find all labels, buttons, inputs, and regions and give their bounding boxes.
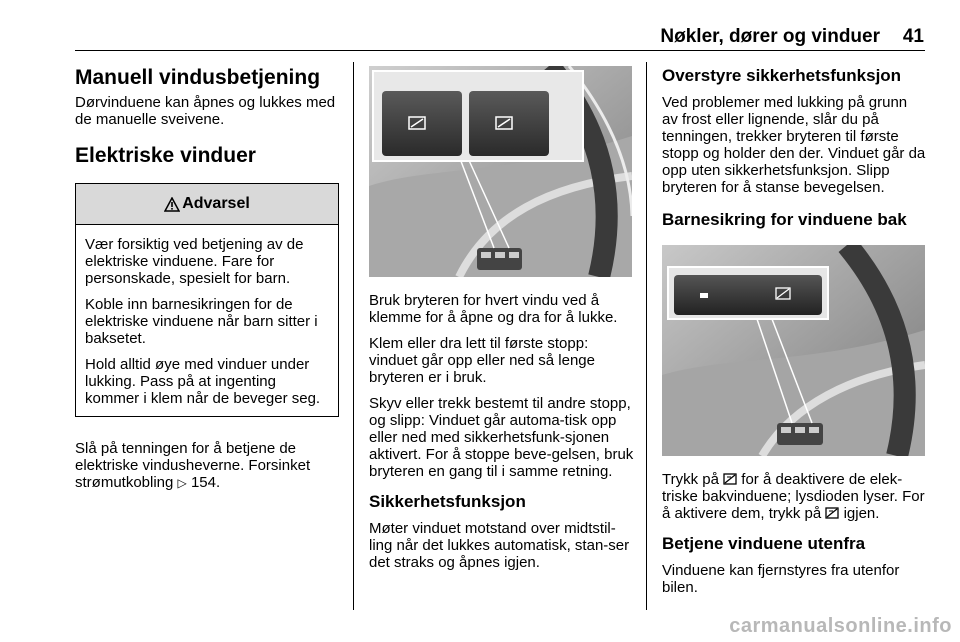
warning-paragraph-3: Hold alltid øye med vinduer under lukking. Pass på at ingenting kommer i klem når de beveger seg. [85,356,321,407]
column-3-lower [662,471,932,605]
column-3 [662,66,927,230]
col2-paragraph-safety: Møter vinduet motstand over midtstil-ling når det lukkes automatisk, stan-ser det straks og åpnes igjen. [369,520,630,571]
ignition-text: Slå på tenningen for å betjene de elektriske vindusheverne. Forsinket strømutkobling [75,440,311,491]
window-switch-photo [369,66,632,277]
heading-manual-windows: Manuell vindusbetjening [75,66,321,89]
child-lock-icon [723,473,737,485]
heading-electric-windows: Elektriske vinduer [75,144,256,167]
child-lock-photo [662,245,925,456]
col2-paragraph-2: Klem eller dra lett til første stopp: vinduet går opp eller ned så lenge bryteren er i bruk. [369,335,595,386]
ignition-page-ref[interactable]: 154. [190,474,221,491]
heading-child-lock: Barnesikring for vinduene bak [662,210,907,229]
watermark: carmanualsonline.info [729,615,952,637]
paragraph-manual: Dørvinduene kan åpnes og lukkes med de manuelle sveivene. [75,94,336,128]
page-number: 41 [902,26,924,47]
header-rule [75,50,925,51]
column-divider-1 [353,62,354,610]
warning-paragraph-2: Koble inn barnesikringen for de elektriske vinduene når barn sitter i baksetet. [85,296,318,347]
column-divider-2 [646,62,647,610]
door-switch-illustration [369,66,632,277]
child-text-b: for å deaktivere de elek-triske bakvinduene; lysdioden lyser. [662,471,903,505]
warning-body [76,225,338,416]
reference-arrow-icon: ▷ [177,476,187,490]
col3-paragraph-remote: Vinduene kan fjernstyres fra utenfor bilen. [662,562,900,596]
child-lock-icon [825,507,839,519]
child-lock-illustration [662,245,925,456]
heading-safety-function: Sikkerhetsfunksjon [369,492,526,511]
child-text-a: Trykk på [662,471,719,488]
warning-header [76,184,338,225]
column-2 [369,292,637,580]
col2-paragraph-1: Bruk bryteren for hvert vindu ved å klemme for å åpne og dra for å lukke. [369,292,618,326]
warning-box [75,183,339,417]
col3-paragraph-override: Ved problemer med lukking på grunn av frost eller lignende, slår du på tenningen, trekker bryteren til første stopp og holder den der. Vinduet går da opp uten sikkerhetsfunksjon. Slipp bryteren for å stanse bevegelsen. [662,94,926,196]
page-header-title: Nøkler, dører og vinduer [660,26,880,47]
heading-override: Overstyre sikkerhetsfunksjon [662,66,902,85]
heading-remote-operation: Betjene vinduene utenfra [662,534,866,553]
warning-triangle-icon [164,197,180,212]
ignition-note [75,440,345,501]
child-text-c: For å aktivere dem, trykk på [662,488,925,522]
warning-title: Advarsel [182,195,250,212]
col2-paragraph-3: Skyv eller trekk bestemt til andre stopp, og slipp: Vinduet går automa-tisk opp eller ned med sikkerhetsfunk-sjonen aktivert. For å stoppe beve-gelsen, bruk bryteren en gang til i samme retning. [369,395,634,480]
child-text-d: igjen. [843,505,880,522]
column-1 [75,66,340,168]
warning-paragraph-1: Vær forsiktig ved betjening av de elektriske vinduene. Fare for personskade, spesielt for barn. [85,236,304,287]
